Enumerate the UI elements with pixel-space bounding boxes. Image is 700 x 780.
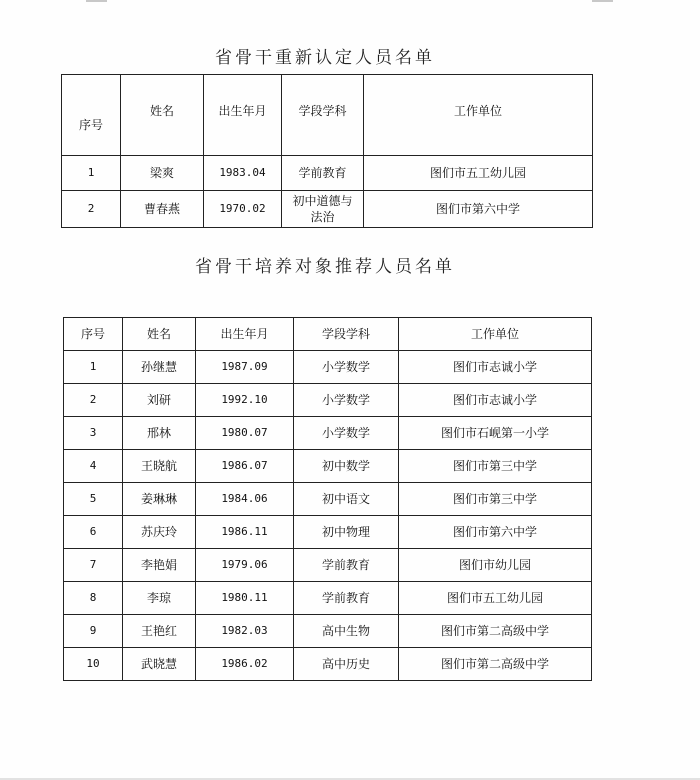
cell-unit: 图们市第三中学 — [399, 450, 592, 483]
cell-birth: 1983.04 — [204, 156, 282, 191]
table-header-row — [62, 75, 593, 156]
cell-name: 邢林 — [123, 417, 196, 450]
cell-unit: 图们市志诚小学 — [399, 384, 592, 417]
table-row — [64, 417, 592, 450]
cell-unit: 图们市五工幼儿园 — [364, 156, 593, 191]
cell-birth: 1979.06 — [196, 549, 294, 582]
cell-birth: 1986.11 — [196, 516, 294, 549]
cell-name: 李艳娟 — [123, 549, 196, 582]
cell-birth: 1980.07 — [196, 417, 294, 450]
cell-name: 武晓慧 — [123, 648, 196, 681]
header-birth: 出生年月 — [204, 75, 282, 156]
table-row — [64, 615, 592, 648]
cell-seq: 10 — [64, 648, 123, 681]
page-crop-mark-right — [592, 0, 613, 2]
cell-name: 孙继慧 — [123, 351, 196, 384]
header-unit: 工作单位 — [364, 75, 593, 156]
cell-birth: 1984.06 — [196, 483, 294, 516]
cell-subject: 初中数学 — [294, 450, 399, 483]
header-seq: 序号 — [62, 75, 121, 156]
cell-name: 刘研 — [123, 384, 196, 417]
cell-seq: 9 — [64, 615, 123, 648]
header-subject: 学段学科 — [282, 75, 364, 156]
page-crop-mark-left — [86, 0, 107, 2]
cell-seq: 3 — [64, 417, 123, 450]
cell-birth: 1986.02 — [196, 648, 294, 681]
cell-unit: 图们市志诚小学 — [399, 351, 592, 384]
cell-seq: 4 — [64, 450, 123, 483]
cell-seq: 1 — [64, 351, 123, 384]
cell-birth: 1987.09 — [196, 351, 294, 384]
cell-subject: 高中历史 — [294, 648, 399, 681]
nominee-table-body — [64, 351, 592, 681]
cell-subject: 初中物理 — [294, 516, 399, 549]
cell-unit: 图们市五工幼儿园 — [399, 582, 592, 615]
cell-unit: 图们市第三中学 — [399, 483, 592, 516]
header-birth: 出生年月 — [196, 318, 294, 351]
cell-birth: 1992.10 — [196, 384, 294, 417]
cell-unit: 图们市幼儿园 — [399, 549, 592, 582]
table-row — [62, 191, 593, 228]
cell-birth: 1986.07 — [196, 450, 294, 483]
cell-birth: 1980.11 — [196, 582, 294, 615]
table-row — [64, 450, 592, 483]
cell-seq: 6 — [64, 516, 123, 549]
cell-subject: 高中生物 — [294, 615, 399, 648]
table-row — [64, 549, 592, 582]
table-row — [62, 156, 593, 191]
header-subject: 学段学科 — [294, 318, 399, 351]
table-row — [64, 384, 592, 417]
header-name: 姓名 — [123, 318, 196, 351]
header-unit: 工作单位 — [399, 318, 592, 351]
cell-seq: 5 — [64, 483, 123, 516]
header-name: 姓名 — [121, 75, 204, 156]
table-row — [64, 351, 592, 384]
cell-subject: 小学数学 — [294, 351, 399, 384]
cell-subject: 学前教育 — [282, 156, 364, 191]
cell-subject: 学前教育 — [294, 582, 399, 615]
cell-subject: 初中语文 — [294, 483, 399, 516]
cell-unit: 图们市第六中学 — [399, 516, 592, 549]
cell-name: 王晓航 — [123, 450, 196, 483]
cell-unit: 图们市石岘第一小学 — [399, 417, 592, 450]
cell-subject: 学前教育 — [294, 549, 399, 582]
cell-birth: 1982.03 — [196, 615, 294, 648]
table-row — [64, 516, 592, 549]
cell-subject: 初中道德与法治 — [282, 191, 364, 228]
cell-seq: 2 — [64, 384, 123, 417]
cell-seq: 2 — [62, 191, 121, 228]
cell-subject: 小学数学 — [294, 384, 399, 417]
cell-name: 姜琳琳 — [123, 483, 196, 516]
cell-name: 苏庆玲 — [123, 516, 196, 549]
cell-seq: 8 — [64, 582, 123, 615]
cell-name: 王艳红 — [123, 615, 196, 648]
recertified-staff-table — [61, 74, 593, 228]
cell-birth: 1970.02 — [204, 191, 282, 228]
cell-subject: 小学数学 — [294, 417, 399, 450]
header-seq: 序号 — [64, 318, 123, 351]
table-row — [64, 483, 592, 516]
nominee-staff-table — [63, 317, 592, 681]
cell-name: 曹春燕 — [121, 191, 204, 228]
section1-title: 省骨干重新认定人员名单 — [215, 48, 435, 68]
table-row — [64, 648, 592, 681]
cell-seq: 7 — [64, 549, 123, 582]
cell-unit: 图们市第六中学 — [364, 191, 593, 228]
table-row — [64, 582, 592, 615]
cell-name: 李琼 — [123, 582, 196, 615]
cell-seq: 1 — [62, 156, 121, 191]
cell-name: 梁爽 — [121, 156, 204, 191]
cell-unit: 图们市第二高级中学 — [399, 615, 592, 648]
table-header-row — [64, 318, 592, 351]
cell-unit: 图们市第二高级中学 — [399, 648, 592, 681]
section2-title: 省骨干培养对象推荐人员名单 — [195, 257, 455, 277]
